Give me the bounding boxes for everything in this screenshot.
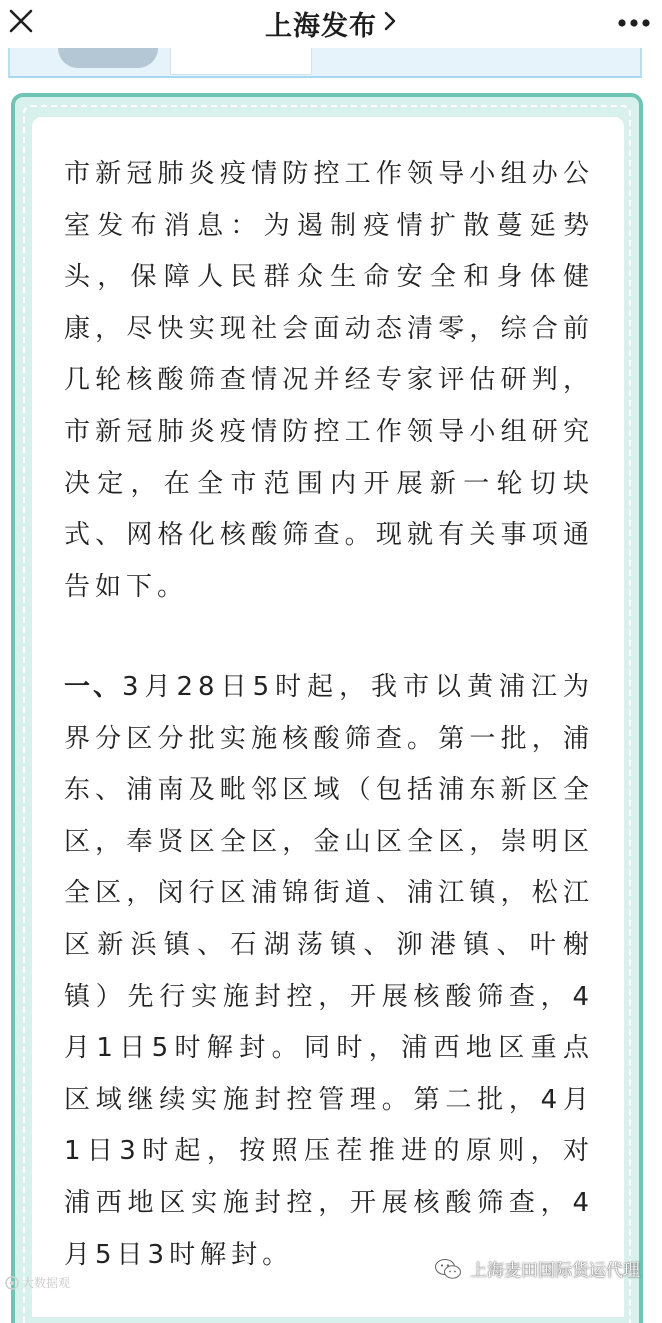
- illustration-panel: [170, 48, 312, 75]
- more-options-button[interactable]: [614, 6, 654, 40]
- article-paragraph-2: [64, 662, 594, 1281]
- account-title: 上海发布: [265, 10, 377, 42]
- watermark-logo-icon: [4, 1275, 20, 1291]
- watermark-left: [4, 1274, 70, 1291]
- illustration-shape: [58, 48, 158, 68]
- article-paragraph-1: 市新冠肺炎疫情防控工作领导小组办公室发布消息：为遏制疫情扩散蔓延势头，保障人民群众生命安全和身体健康，尽快实现社会面动态清零，综合前几轮核酸筛查情况并经专家评估研判，市新冠肺炎疫情防控工作领导小组研究决定，在全市范围内开展新一轮切块式、网格化核酸筛查。现就有关事项通告如下。: [64, 159, 594, 602]
- top-nav-bar: [0, 0, 662, 48]
- account-title-link[interactable]: [0, 0, 662, 46]
- chevron-right-icon: [383, 10, 397, 36]
- watermark-left-text: 大数据观: [22, 1276, 71, 1290]
- paragraph-2-lead: 一、: [64, 672, 122, 702]
- more-dots-icon: [616, 18, 652, 28]
- header-illustration-strip: [8, 48, 642, 78]
- watermark-right-text: 上海麦田国际货运代理: [470, 1261, 640, 1281]
- paragraph-2-body: 3月28日5时起，我市以黄浦江为界分区分批实施核酸筛查。第一批，浦东、浦南及毗邻区域（包括浦东新区全区，奉贤区全区，金山区全区，崇明区全区，闵行区浦锦街道、浦江镇，松江区新浜镇、石湖荡镇、泖港镇、叶榭镇）先行实施封控，开展核酸筛查，4月1日5时解封。同时，浦西地区重点区域继续实施封控管理。第二批，4月1日3时起，按照压茬推进的原则，对浦西地区实施封控，开展核酸筛查，4月5日3时解封。: [64, 672, 594, 1270]
- wechat-icon: [434, 1258, 462, 1280]
- watermark-right: [434, 1256, 640, 1281]
